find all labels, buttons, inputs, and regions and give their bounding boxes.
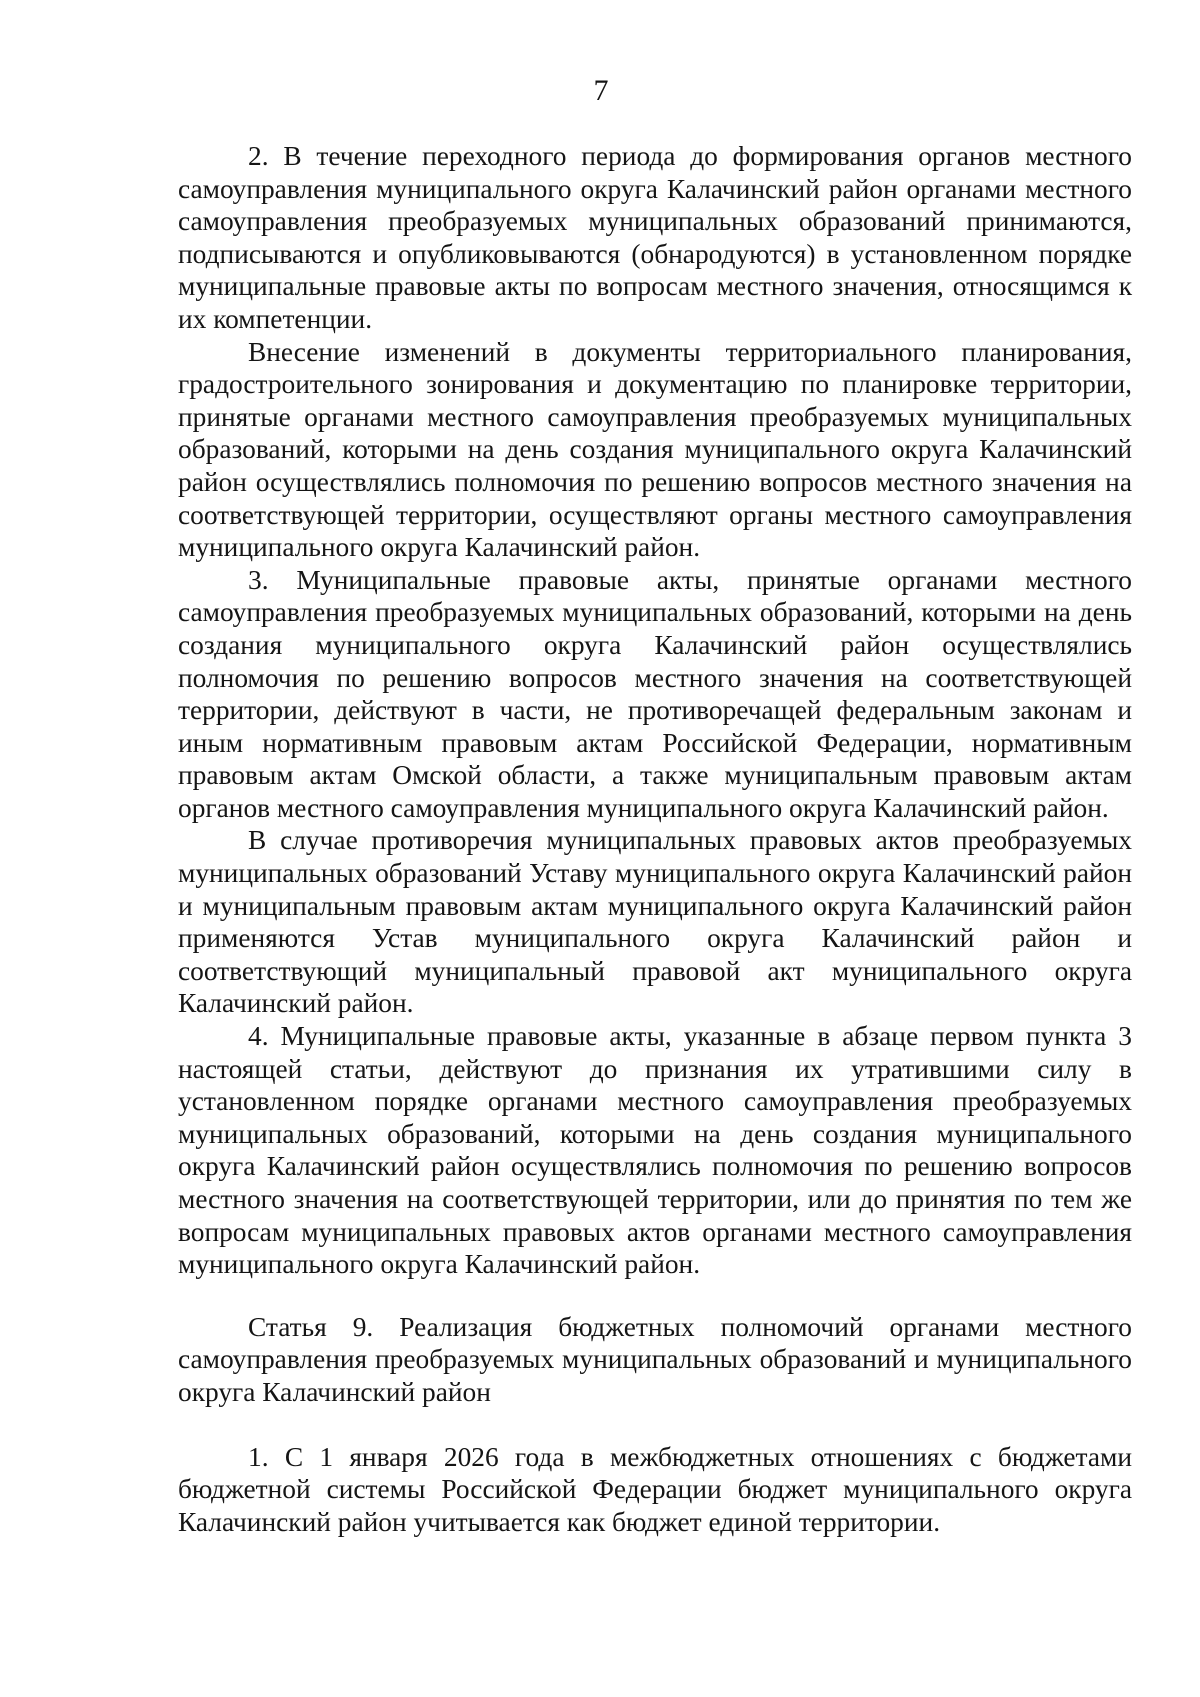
page-number: 7 [593,74,609,107]
paragraph-contradiction: В случае противоречия муниципальных правовых актов преобразуемых муниципальных образований Уставу муниципального округа Калачинский район и муниципальным правовым актам муниципального округа Калачинский район применяются Устав муниципального округа Калачинский район и соответствующий муниципальный правовой акт муниципального округа Калачинский район. [178,825,1132,1019]
document-body [178,140,1132,1538]
paragraph-article-9-item-1: 1. С 1 января 2026 года в межбюджетных отношениях с бюджетами бюджетной системы Российской Федерации бюджет муниципального округа Калачинский район учитывается как бюджет единой территории. [178,1441,1132,1537]
article-9-heading: Статья 9. Реализация бюджетных полномочий органами местного самоуправления преобразуемых муниципальных образований и муниципального округа Калачинский район [178,1311,1132,1407]
paragraph-item-2: 2. В течение переходного периода до формирования органов местного самоуправления муниципального округа Калачинский район органами местного самоуправления преобразуемых муниципальных образований принимаются, подписываются и опубликовываются (обнародуются) в установленном порядке муниципальные правовые акты по вопросам местного значения, относящимся к их компетенции. [178,141,1132,334]
paragraph-item-3: 3. Муниципальные правовые акты, принятые органами местного самоуправления преобразуемых муниципальных образований, которыми на день создания муниципального округа Калачинский район осуществлялись полномочия по решению вопросов местного значения на соответствующей территории, действуют в части, не противоречащей федеральным законам и иным нормативным правовым актам Российской Федерации, нормативным правовым актам Омской области, а также муниципальным правовым актам органов местного самоуправления муниципального округа Калачинский район. [178,564,1132,823]
paragraph-item-4: 4. Муниципальные правовые акты, указанные в абзаце первом пункта 3 настоящей статьи, действуют до признания их утратившими силу в установленном порядке органами местного самоуправления преобразуемых муниципальных образований, которыми на день создания муниципального округа Калачинский район осуществлялись полномочия по решению вопросов местного значения на соответствующей территории, или до принятия по тем же вопросам муниципальных правовых актов органами местного самоуправления муниципального округа Калачинский район. [178,1021,1132,1280]
paragraph-territorial-planning: Внесение изменений в документы территориального планирования, градостроительного зонирования и документацию по планировке территории, принятые органами местного самоуправления преобразуемых муниципальных образований, которыми на день создания муниципального округа Калачинский район осуществлялись полномочия по решению вопросов местного значения на соответствующей территории, осуществляют органы местного самоуправления муниципального округа Калачинский район. [178,336,1132,563]
